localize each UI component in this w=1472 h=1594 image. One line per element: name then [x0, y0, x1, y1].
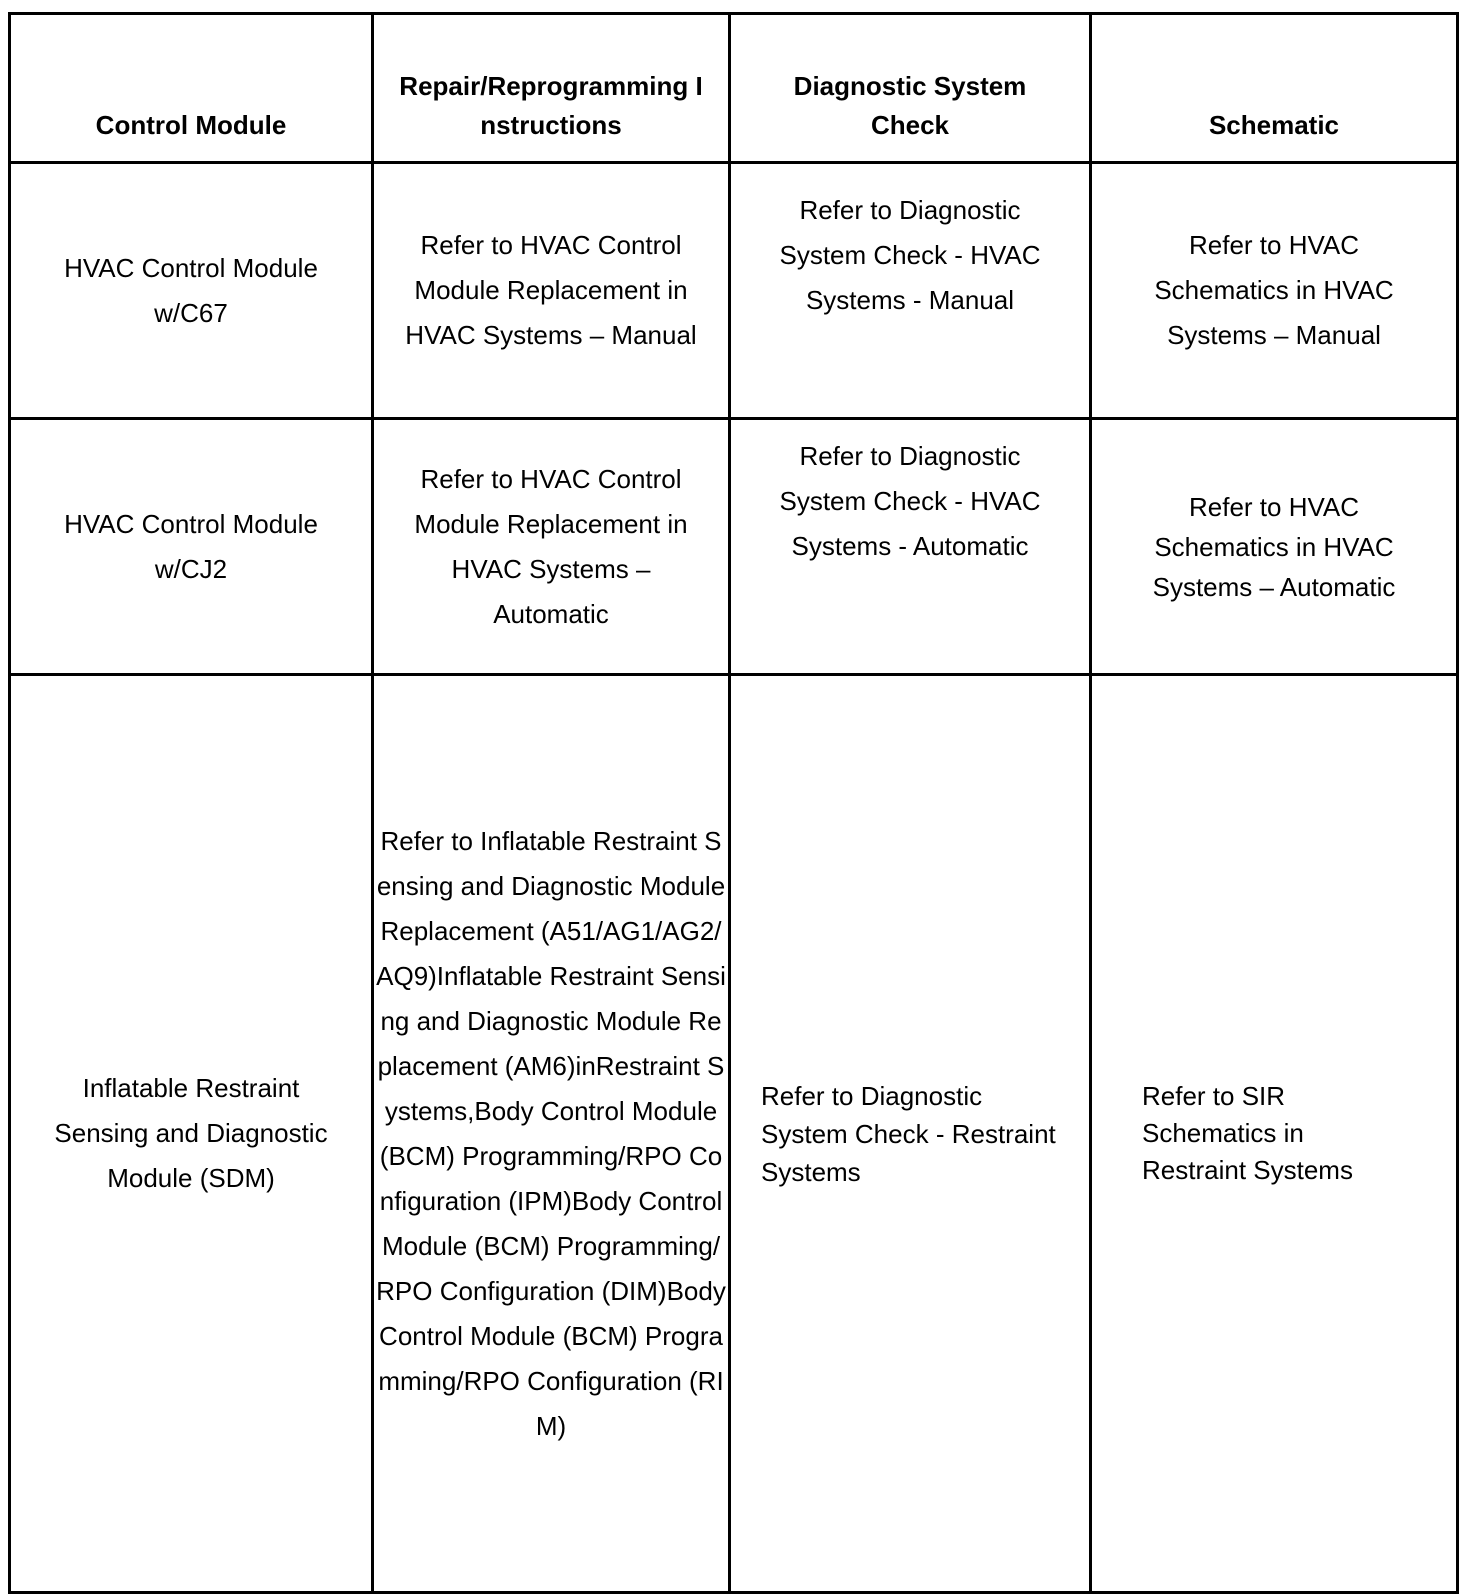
header-diagnostic-system-check: Diagnostic System Check: [730, 14, 1091, 163]
table-row: [10, 163, 1458, 419]
cell-schematic: Refer to HVAC Schematics in HVAC Systems – Manual: [1091, 163, 1458, 419]
cell-diagnostic-system-check: Refer to Diagnostic System Check - HVAC Systems - Manual: [730, 163, 1091, 419]
header-control-module: Control Module: [10, 14, 373, 163]
cell-repair-instructions: Refer to Inflatable Restraint Sensing and Diagnostic Module Replacement (A51/AG1/AG2/AQ9)Inflatable Restraint Sensing and Diagnostic Module Replacement (AM6)inRestraint Systems,Body Control Module (BCM) Programming/RPO Configuration (IPM)Body Control Module (BCM) Programming/RPO Configuration (DIM)Body Control Module (BCM) Programming/RPO Configuration (RIM): [373, 675, 730, 1593]
cell-diagnostic-system-check: Refer to Diagnostic System Check - HVAC Systems - Automatic: [730, 419, 1091, 675]
cell-schematic: Refer to SIR Schematics in Restraint Systems: [1091, 675, 1458, 1593]
table-row: [10, 419, 1458, 675]
table-header-row: [10, 14, 1458, 163]
control-module-table: [8, 12, 1459, 1594]
header-repair-instructions: Repair/Reprogramming Instructions: [373, 14, 730, 163]
cell-schematic: Refer to HVAC Schematics in HVAC Systems – Automatic: [1091, 419, 1458, 675]
cell-diagnostic-system-check: Refer to Diagnostic System Check - Restraint Systems: [730, 675, 1091, 1593]
cell-control-module: Inflatable Restraint Sensing and Diagnostic Module (SDM): [10, 675, 373, 1593]
cell-control-module: HVAC Control Module w/CJ2: [10, 419, 373, 675]
cell-repair-instructions: Refer to HVAC Control Module Replacement in HVAC Systems – Manual: [373, 163, 730, 419]
table-row: [10, 675, 1458, 1593]
cell-control-module: HVAC Control Module w/C67: [10, 163, 373, 419]
header-schematic: Schematic: [1091, 14, 1458, 163]
cell-repair-instructions: Refer to HVAC Control Module Replacement in HVAC Systems – Automatic: [373, 419, 730, 675]
